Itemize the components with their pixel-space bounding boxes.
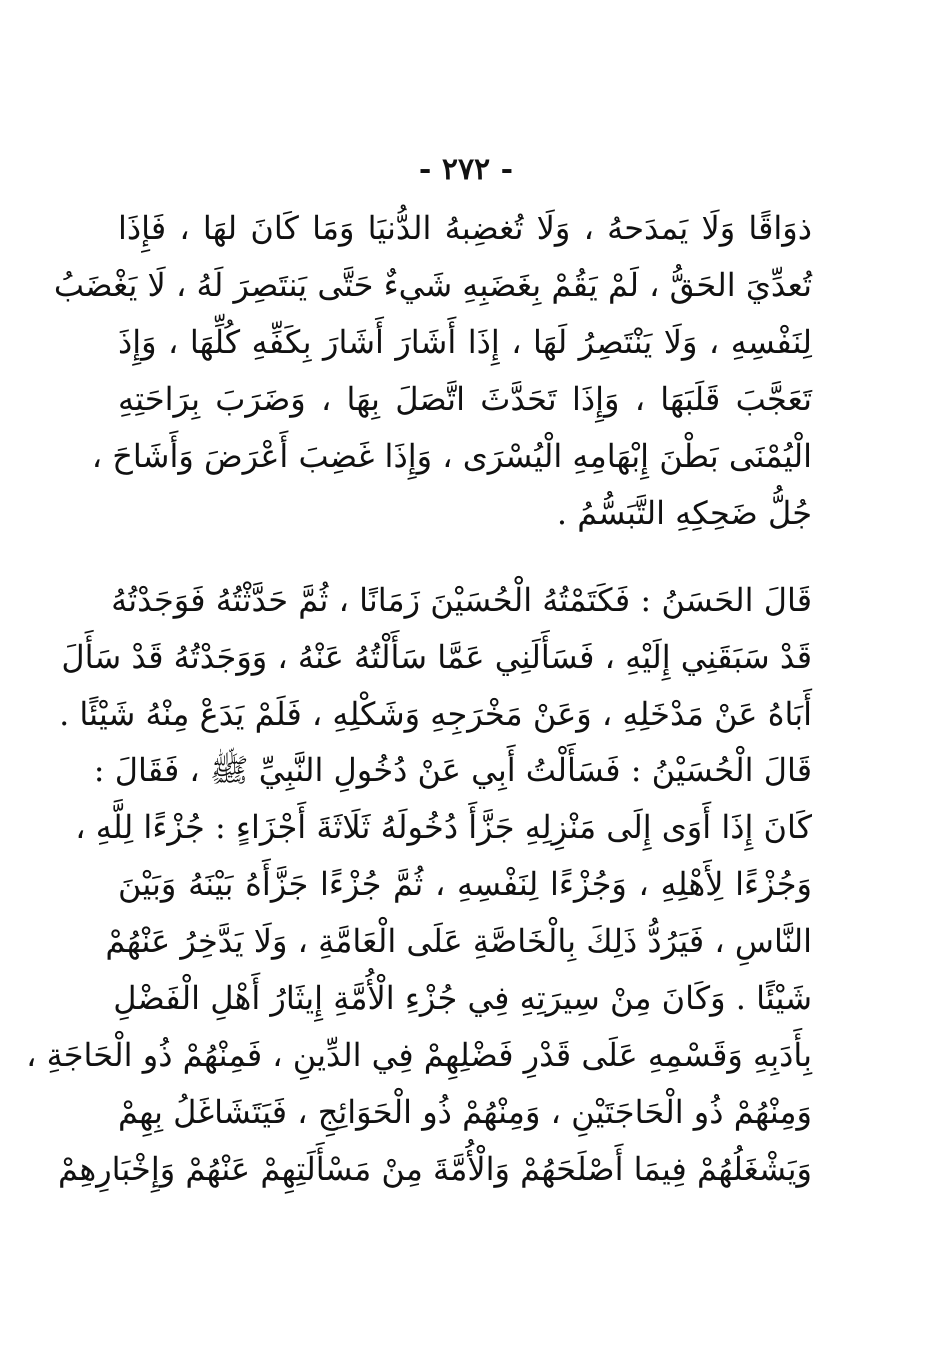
text-line: قَالَ الْحُسَيْنُ : فَسَأَلْتُ أَبِي عَنْ دُخُولِ النَّبِيِّ ﷺ ، فَقَالَ :	[93, 751, 812, 789]
text-line: جُلُّ ضَحِكِهِ التَّبَسُّمُ .	[556, 494, 812, 532]
text-line: كَانَ إِذَا أَوَى إِلَى مَنْزِلِهِ جَزَّأَ دُخُولَهُ ثَلَاثَةَ أَجْزَاءٍ : جُزْءًا لِلَّهِ ،	[75, 808, 812, 846]
text-line: قَالَ الحَسَنُ : فَكَتَمْتُهُ الْحُسَيْنَ زَمَانًا ، ثُمَّ حَدَّثْتُهُ فَوَجَدْتُهُ	[111, 581, 812, 619]
text-line: قَدْ سَبَقَنِي إِلَيْهِ ، فَسَأَلَنِي عَمَّا سَأَلْتُهُ عَنْهُ ، وَوَجَدْتُهُ قَدْ سَأَلَ	[61, 638, 812, 676]
text-line: الْيُمْنَى بَطْنَ إِبْهَامِهِ الْيُسْرَى ، وَإِذَا غَضِبَ أَعْرَضَ وَأَشَاحَ ،	[91, 437, 812, 475]
text-line: لِنَفْسِهِ ، وَلَا يَنْتَصِرُ لَهَا ، إِذَا أَشَارَ أَشَارَ بِكَفِّهِ كُلِّهَا ، وَإِذَ	[118, 323, 812, 361]
text-line: تَعَجَّبَ قَلَبَهَا ، وَإِذَا تَحَدَّثَ اتَّصَلَ بِهَا ، وَضَرَبَ بِرَاحَتِهِ	[118, 380, 812, 418]
text-line: ذوَاقًا وَلَا يَمدَحهُ ، وَلَا تُغضِبهُ الدُّنيَا وَمَا كَانَ لهَا ، فَإِذَا	[118, 209, 812, 247]
text-line: النَّاسِ ، فَيَرُدُّ ذَلِكَ بِالْخَاصَّةِ عَلَى الْعَامَّةِ ، وَلَا يَدَّخِرُ عَنْهُمْ	[105, 922, 812, 960]
paragraph-3	[26, 742, 812, 1198]
text-line: أَبَاهُ عَنْ مَدْخَلِهِ ، وَعَنْ مَخْرَجِهِ وَشَكْلِهِ ، فَلَمْ يَدَعْ مِنْهُ شَيْئًا .	[59, 695, 812, 733]
text-line: وَمِنْهُمْ ذُو الْحَاجَتَيْنِ ، وَمِنْهُمْ ذُو الْحَوَائِجِ ، فَيَتَشَاغَلُ بِهِمْ	[118, 1093, 812, 1131]
text-line: وَجُزْءًا لِأَهْلِهِ ، وَجُزْءًا لِنَفْسِهِ ، ثُمَّ جُزْءًا جَزَّأَهُ بَيْنَهُ وَبَيْنَ	[118, 865, 812, 903]
text-line: شَيْئًا . وَكَانَ مِنْ سِيرَتِهِ فِي جُزْءِ الْأُمَّةِ إِيثَارُ أَهْلِ الْفَضْلِ	[113, 979, 812, 1017]
paragraph-2	[59, 572, 812, 743]
paragraph-1	[53, 200, 812, 542]
text-line: بِأَدَبِهِ وَقَسْمِهِ عَلَى قَدْرِ فَضْلِهِمْ فِي الدِّينِ ، فَمِنْهُمْ ذُو الْحَاجَةِ ،	[26, 1036, 812, 1074]
text-line: وَيَشْغَلُهُمْ فِيمَا أَصْلَحَهُمْ وَالْأُمَّةَ مِنْ مَسْأَلَتِهِمْ عَنْهُمْ وَإِخْبَارِهِمْ	[58, 1150, 812, 1188]
page-number: - ٢٧٢ -	[418, 152, 514, 187]
text-line: تُعدِّيَ الحَقُّ ، لَمْ يَقُمْ بِغَضَبِهِ شَيءٌ حَتَّى يَنتَصِرَ لَهُ ، لَا يَغْضَبُ	[53, 266, 812, 304]
